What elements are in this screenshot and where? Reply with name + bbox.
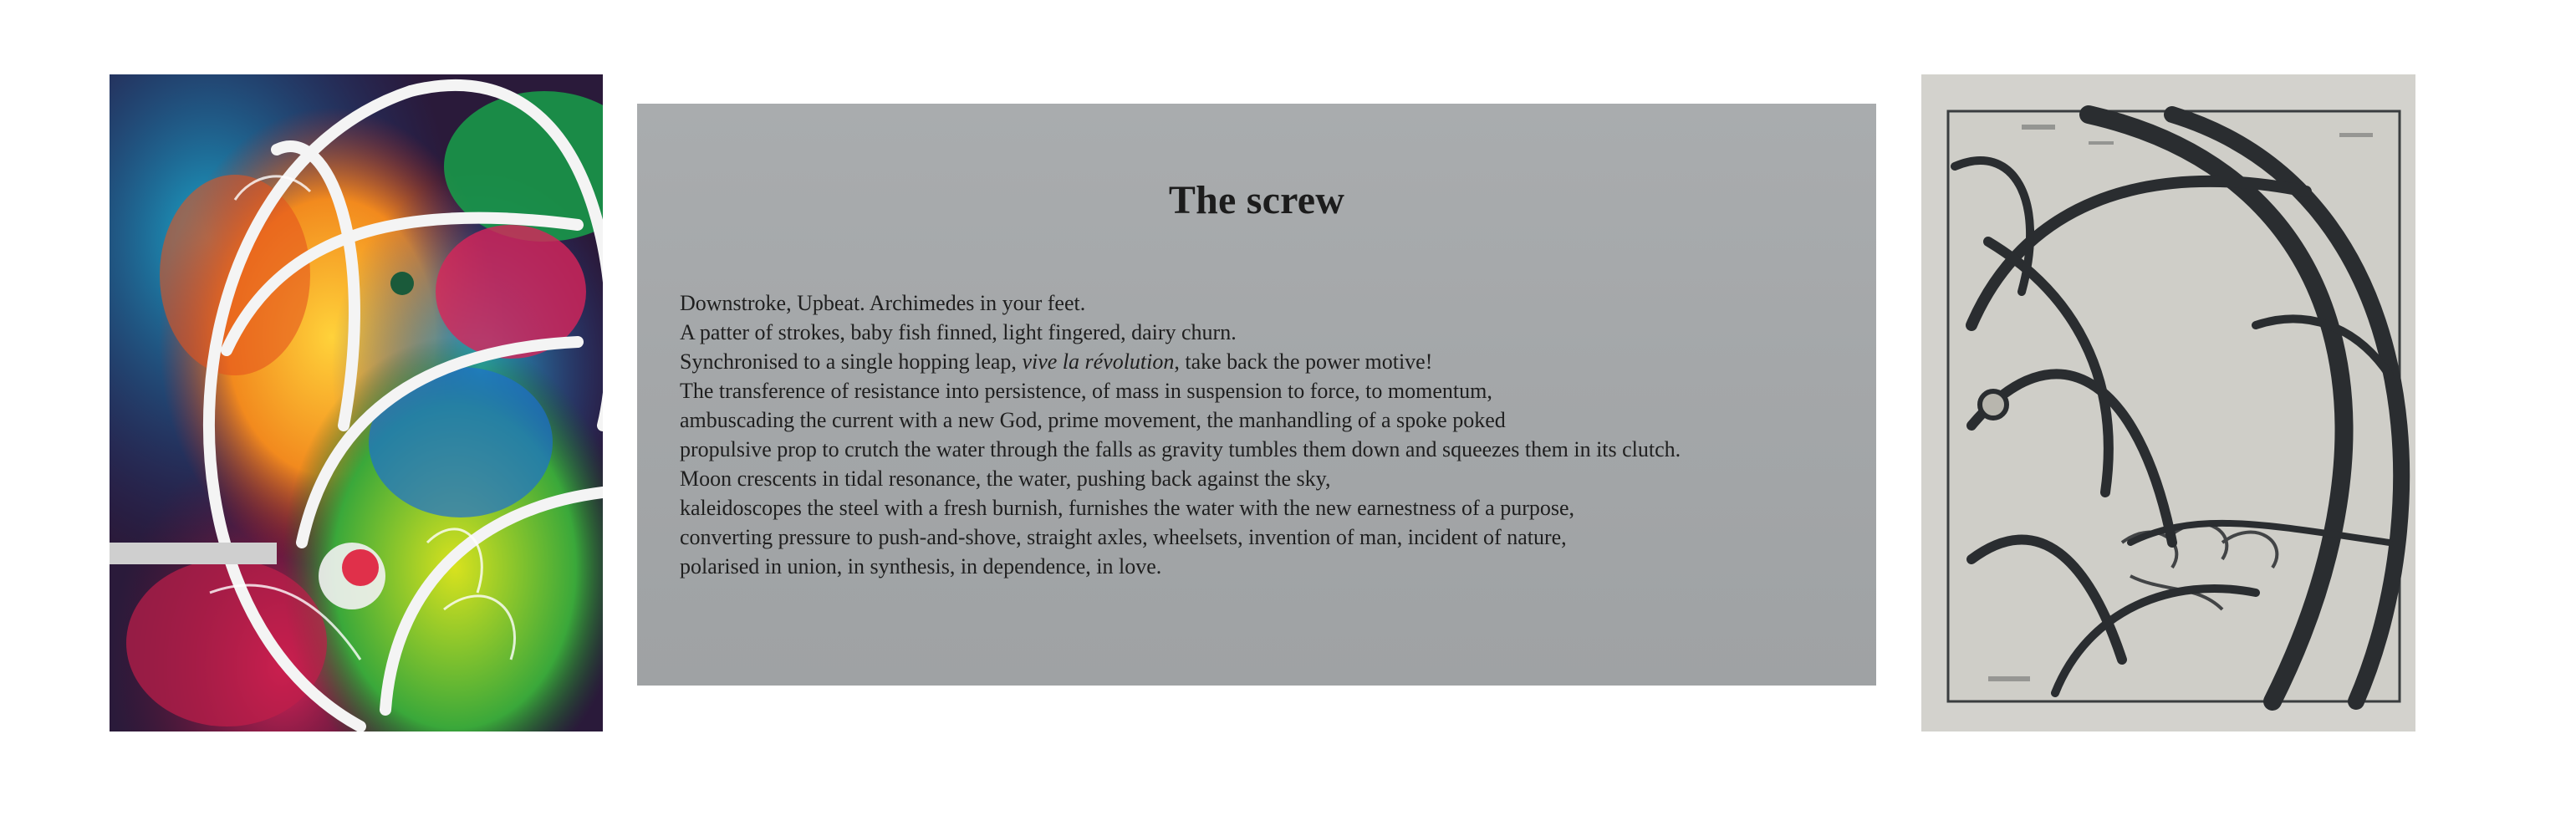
poem-title: The screw — [1168, 178, 1345, 222]
poem-line: A patter of strokes, baby fish finned, light fingered, dairy churn. — [680, 320, 1237, 344]
poem-card — [637, 104, 1876, 686]
poem-line: The transference of resistance into persistence, of mass in suspension to force, to momentum, — [680, 379, 1492, 403]
print-artwork — [1921, 74, 2415, 732]
poem-line: polarised in union, in synthesis, in dependence, in love. — [680, 554, 1162, 579]
poem-line: Downstroke, Upbeat. Archimedes in your feet. — [680, 291, 1086, 315]
poem-line: propulsive prop to crutch the water through the falls as gravity tumbles them down and squeezes them in its clutch. — [680, 437, 1681, 461]
poem-line: kaleidoscopes the steel with a fresh burnish, furnishes the water with the new earnestness of a purpose, — [680, 496, 1575, 520]
poem-line: Synchronised to a single hopping leap, vive la révolution, take back the power motive! — [680, 349, 1433, 374]
poem-body — [680, 288, 1843, 581]
screw-ink-print — [1921, 74, 2415, 732]
painting-artwork — [110, 74, 603, 732]
screw-painting — [110, 74, 603, 732]
poem-line: ambuscading the current with a new God, prime movement, the manhandling of a spoke poked — [680, 408, 1506, 432]
poem-line: Moon crescents in tidal resonance, the water, pushing back against the sky, — [680, 466, 1331, 491]
poem-line: converting pressure to push-and-shove, straight axles, wheelsets, invention of man, incident of nature, — [680, 525, 1567, 549]
